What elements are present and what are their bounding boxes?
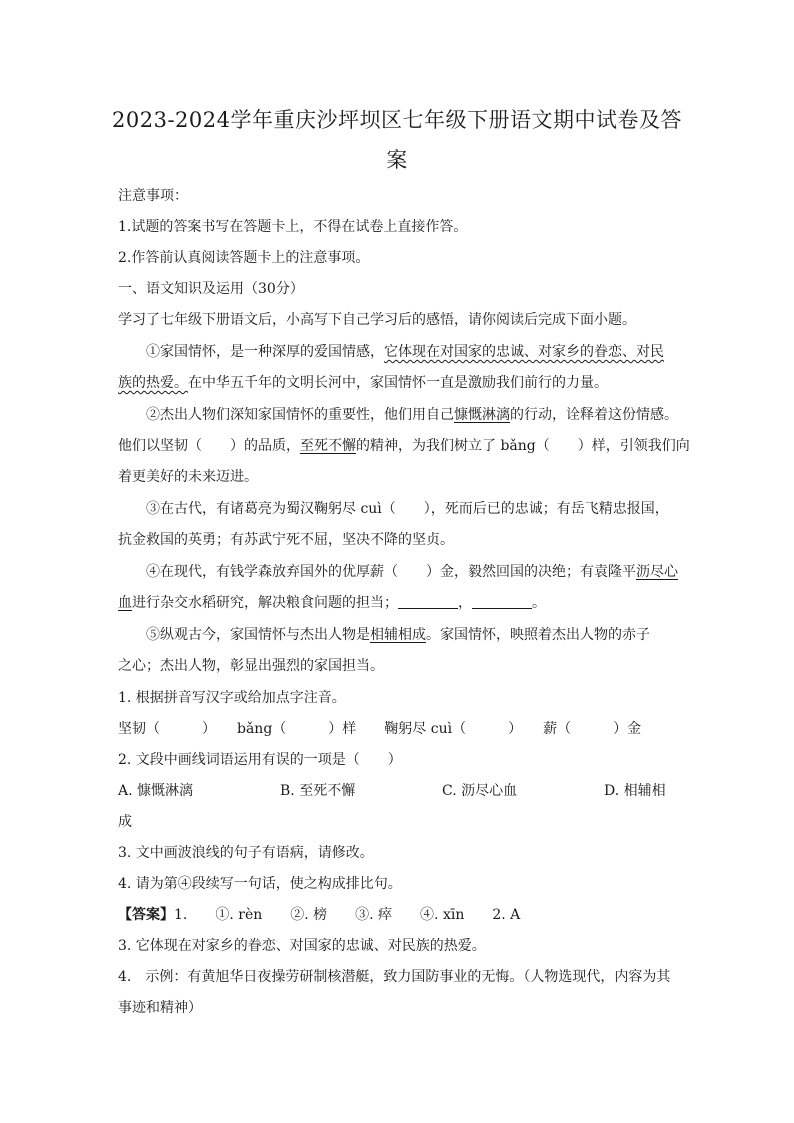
paragraph-text: ②杰出人物们深知家国情怀的重要性，他们用自己 [146, 407, 454, 423]
passage-paragraph-3-line-2: 抗金救国的英勇；有苏武宁死不屈，坚决不降的坚贞。 [118, 532, 454, 548]
answer-label: 【答案】 [118, 907, 174, 923]
passage-paragraph-1-line-1 [146, 342, 678, 362]
paragraph-text: ④在现代，有钱学森放弃国外的优厚薪（ ）金，毅然回国的决绝；有袁隆平 [146, 564, 636, 580]
underlined-word-lijin: 沥尽心 [636, 564, 678, 580]
passage-paragraph-2-line-1 [146, 405, 678, 425]
passage-paragraph-4-line-1 [146, 562, 678, 582]
notice-label: 注意事项： [118, 188, 188, 204]
underlined-word-xiangfu: 相辅相成 [370, 627, 426, 643]
underlined-word-zhisi: 至死不懈 [300, 438, 356, 454]
option-d-continued: 成 [118, 814, 132, 830]
wavy-underlined-sentence-end: 族的热爱。 [118, 375, 188, 391]
wavy-underlined-sentence: 它体现在对国家的忠诚、对家乡的眷恋、对民 [384, 344, 664, 360]
underlined-word-lijin-end: 血 [118, 595, 132, 611]
option-c: C. 沥尽心血 [442, 783, 518, 799]
underlined-word-kangkai: 慷慨淋漓 [454, 407, 510, 423]
section-heading: 一、语文知识及运用（30分） [118, 281, 304, 297]
answer-1-text: 1. ①. rèn ②. 榜 ③. 瘁 ④. xīn 2. A [174, 907, 521, 923]
question-4: 4. 请为第④段续写一句话，使之构成排比句。 [118, 876, 402, 892]
intro-text: 学习了七年级下册语文后，小高写下自己学习后的感悟，请你阅读后完成下面小题。 [118, 312, 636, 328]
answer-blank-1[interactable] [398, 594, 458, 609]
passage-paragraph-3-line-1: ③在古代，有诸葛亮为蜀汉鞠躬尽 cuì（ ），死而后已的忠诚；有岳飞精忠报国， [146, 501, 669, 517]
paragraph-text: ①家国情怀，是一种深厚的爱国情感， [146, 344, 384, 360]
passage-paragraph-2-line-2 [118, 436, 690, 456]
question-2-options [118, 781, 678, 801]
paragraph-text: 的行动，诠释着这份情感。 [510, 407, 678, 423]
option-b: B. 至死不懈 [280, 783, 356, 799]
document-title-line-2: 案 [386, 148, 408, 172]
question-1-items: 坚韧（ ） bǎng（ ）样 鞠躬尽 cuì（ ） 薪（ ）金 [118, 721, 642, 737]
passage-paragraph-5-line-1 [146, 625, 678, 645]
sentence-end: 。 [532, 595, 546, 611]
paragraph-text: 的精神，为我们树立了 bǎng（ ）样，引领我们向 [356, 438, 690, 454]
passage-paragraph-2-line-3: 着更美好的未来迈进。 [118, 469, 258, 485]
document-title-line-1: 2023-2024学年重庆沙坪坝区七年级下册语文期中试卷及答 [112, 108, 682, 132]
paragraph-text: 他们以坚韧（ ）的品质， [118, 438, 300, 454]
paragraph-text: ⑤纵观古今，家国情怀与杰出人物是 [146, 627, 370, 643]
question-2: 2. 文段中画线词语运用有误的一项是（ ） [118, 752, 402, 768]
option-d: D. 相辅相 [604, 783, 666, 799]
answer-4-line-1: 4. 示例：有黄旭华日夜操劳研制核潜艇，致力国防事业的无悔。（人物选现代，内容为其 [118, 969, 671, 985]
answer-line-1 [118, 905, 678, 925]
answer-3: 3. 它体现在对家乡的眷恋、对国家的忠诚、对民族的热爱。 [118, 938, 486, 954]
notice-item-2: 2.作答前认真阅读答题卡上的注意事项。 [118, 250, 370, 266]
answer-blank-2[interactable] [472, 594, 532, 609]
notice-item-1: 1.试题的答案书写在答题卡上，不得在试卷上直接作答。 [118, 219, 468, 235]
question-1: 1. 根据拼音写汉字或给加点字注音。 [118, 690, 346, 706]
paragraph-text: 。家国情怀，映照着杰出人物的赤子 [426, 627, 650, 643]
option-a: A. 慷慨淋漓 [118, 783, 194, 799]
passage-paragraph-5-line-2: 之心；杰出人物，彰显出强烈的家国担当。 [118, 658, 384, 674]
question-3: 3. 文中画波浪线的句子有语病，请修改。 [118, 845, 374, 861]
passage-paragraph-4-line-2 [118, 593, 678, 613]
answer-4-line-2: 事迹和精神） [118, 1000, 202, 1016]
passage-paragraph-1-line-2 [118, 373, 678, 393]
paragraph-text: 进行杂交水稻研究，解决粮食问题的担当； [132, 595, 398, 611]
paragraph-text: 在中华五千年的文明长河中，家国情怀一直是激励我们前行的力量。 [188, 375, 608, 391]
blank-separator: ， [458, 595, 472, 611]
